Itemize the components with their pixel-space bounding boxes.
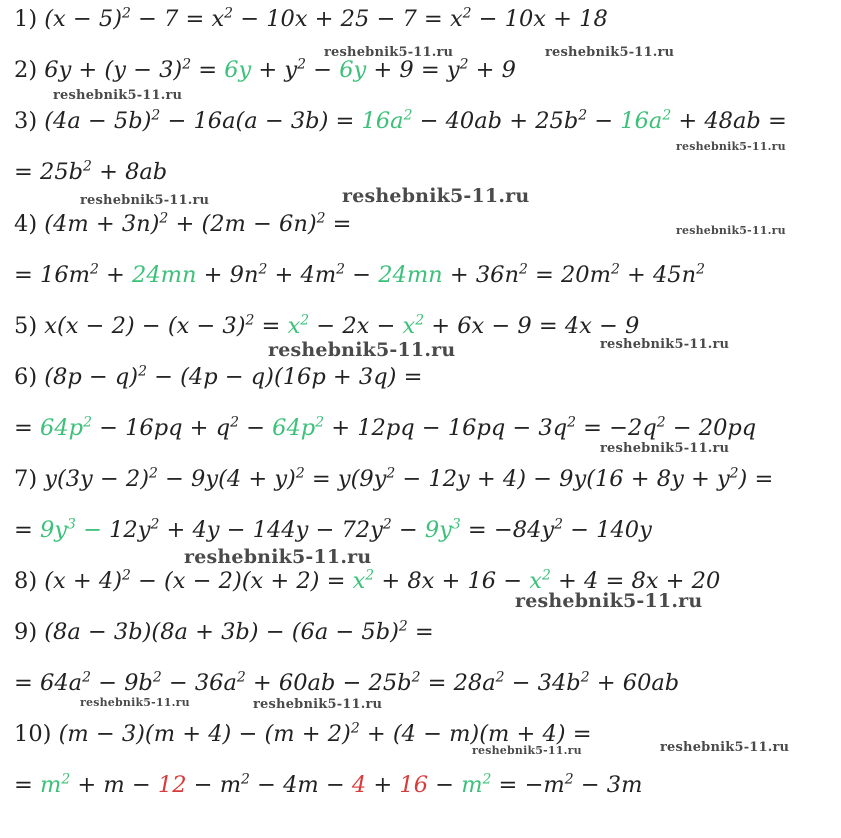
exponent: 2 <box>554 516 563 533</box>
math-segment: − 40ab + 25b <box>412 108 579 134</box>
equation-line-16 <box>14 770 642 800</box>
math-segment: 16a <box>620 108 663 134</box>
math-segment: − 12y + 4) − 9y(16 + 8y + y <box>395 466 730 492</box>
problem-number: 10) <box>14 721 59 747</box>
exponent: 2 <box>121 5 131 22</box>
watermark-text: reshebnik5-11.ru <box>660 740 790 755</box>
equation-line-11 <box>14 515 652 545</box>
math-segment: y(3y − 2) <box>44 466 150 492</box>
math-segment: + 4m <box>267 262 337 288</box>
math-segment: + <box>98 262 133 288</box>
math-segment: 24mn <box>378 262 443 288</box>
equation-line-8 <box>14 362 422 392</box>
math-segment: 64p <box>40 415 84 441</box>
math-segment: = <box>14 415 41 441</box>
problem-number: 5) <box>14 313 45 339</box>
exponent: 2 <box>696 261 705 278</box>
math-segment: = <box>191 57 225 83</box>
exponent: 2 <box>138 363 147 380</box>
exponent: 2 <box>415 312 425 329</box>
math-segment: + 8ab <box>91 159 168 185</box>
math-segment: + 9 = y <box>366 57 460 83</box>
exponent: 2 <box>297 56 307 73</box>
exponent: 2 <box>365 567 375 584</box>
exponent: 2 <box>518 261 528 278</box>
equation-line-13 <box>14 617 434 647</box>
math-segment: = 28a <box>420 670 496 696</box>
math-segment: − (x − 2)(x + 2) = <box>130 568 353 594</box>
math-segment: = 16m <box>14 262 90 288</box>
exponent: 2 <box>656 414 666 431</box>
math-segment: = 20m <box>527 262 611 288</box>
problem-number: 1) <box>14 6 45 32</box>
exponent: 2 <box>411 669 421 686</box>
problem-number: 6) <box>14 364 45 390</box>
math-segment: − (4p − q)(16p + 3q) = <box>146 364 423 390</box>
exponent: 2 <box>729 465 739 482</box>
math-segment: = <box>14 772 41 798</box>
math-segment: x <box>402 313 416 339</box>
equation-line-14 <box>14 668 679 698</box>
math-segment: − 34b <box>504 670 581 696</box>
math-segment: = −84y <box>460 517 555 543</box>
watermark-text: reshebnik5-11.ru <box>53 88 183 103</box>
watermark-text: reshebnik5-11.ru <box>324 45 454 60</box>
exponent: 2 <box>121 567 131 584</box>
math-segment: 12 <box>157 772 187 798</box>
math-segment: 16a <box>361 108 404 134</box>
watermark-text: reshebnik5-11.ru <box>600 337 730 352</box>
problem-number: 8) <box>14 568 45 594</box>
watermark-text: reshebnik5-11.ru <box>184 546 372 568</box>
math-segment: − 9b <box>90 670 153 696</box>
exponent: 2 <box>462 5 472 22</box>
exponent: 2 <box>89 261 99 278</box>
exponent: 2 <box>567 414 576 431</box>
math-segment: = <box>407 619 434 645</box>
math-segment: 4 <box>351 772 367 798</box>
math-segment: − <box>428 772 462 798</box>
math-segment: − <box>238 415 273 441</box>
math-segment: 6y + (y − 3) <box>44 57 183 83</box>
math-segment: 6y <box>224 57 252 83</box>
exponent: 2 <box>382 516 392 533</box>
exponent: 3 <box>451 516 461 533</box>
math-segment: − 10x + 18 <box>471 6 608 32</box>
exponent: 2 <box>403 107 413 124</box>
math-segment: (8a − 3b)(8a + 3b) − (6a − 5b) <box>44 619 399 645</box>
math-segment: − <box>75 517 102 543</box>
math-segment: − 10x + 25 − 7 = x <box>233 6 463 32</box>
watermark-text: reshebnik5-11.ru <box>268 339 456 361</box>
math-segment: 24mn <box>132 262 197 288</box>
math-segment: + 48ab = <box>671 108 787 134</box>
exponent: 3 <box>67 516 76 533</box>
math-segment: = <box>325 211 352 237</box>
watermark-text: reshebnik5-11.ru <box>253 697 383 712</box>
math-segment: (4m + 3n) <box>44 211 160 237</box>
watermark-text: reshebnik5-11.ru <box>676 140 786 153</box>
math-segment: + 36n <box>442 262 519 288</box>
math-segment: (m − 3)(m + 4) − (m + 2) <box>58 721 351 747</box>
equation-line-3 <box>14 106 787 136</box>
equation-line-4 <box>14 157 167 187</box>
math-segment: − 16a(a − 3b) = <box>160 108 362 134</box>
math-segment: = 64a <box>14 670 83 696</box>
math-segment: 16 <box>399 772 429 798</box>
exponent: 2 <box>610 261 620 278</box>
exponent: 2 <box>149 465 158 482</box>
exponent: 2 <box>151 107 161 124</box>
math-segment: = <box>14 517 41 543</box>
equation-line-9 <box>14 413 756 443</box>
problem-number: 4) <box>14 211 45 237</box>
math-segment: x <box>529 568 542 594</box>
exponent: 2 <box>541 567 551 584</box>
exponent: 2 <box>152 669 162 686</box>
math-segment: + <box>366 772 400 798</box>
watermark-text: reshebnik5-11.ru <box>472 744 582 757</box>
math-segment: − 16pq + q <box>91 415 231 441</box>
exponent: 2 <box>236 669 246 686</box>
watermark-text: reshebnik5-11.ru <box>342 185 530 207</box>
exponent: 2 <box>315 414 325 431</box>
exponent: 2 <box>300 312 310 329</box>
math-segment: = 25b <box>14 159 84 185</box>
exponent: 2 <box>495 669 505 686</box>
math-segment: + 12pq − 16pq − 3q <box>324 415 568 441</box>
watermark-text: reshebnik5-11.ru <box>545 45 675 60</box>
math-segment: = y(9y <box>304 466 387 492</box>
math-segment: m <box>40 772 62 798</box>
math-segment: − 4m − <box>249 772 352 798</box>
math-segment: x <box>287 313 301 339</box>
math-segment: x <box>352 568 366 594</box>
equation-line-1 <box>14 4 608 34</box>
math-segment: = −m <box>491 772 565 798</box>
exponent: 2 <box>398 618 408 635</box>
exponent: 2 <box>662 107 672 124</box>
equation-line-5 <box>14 209 352 239</box>
math-segment: + 6x − 9 = 4x − 9 <box>424 313 640 339</box>
math-segment: + (4 − m)(m + 4) = <box>359 721 592 747</box>
math-segment: + 4 = 8x + 20 <box>550 568 721 594</box>
math-segment: + 45n <box>619 262 697 288</box>
math-segment: 64p <box>272 415 316 441</box>
watermark-text: reshebnik5-11.ru <box>600 441 730 456</box>
watermark-text: reshebnik5-11.ru <box>80 696 190 709</box>
math-segment: − 140y <box>563 517 652 543</box>
problem-number: 9) <box>14 619 45 645</box>
math-segment: ) = <box>738 466 774 492</box>
math-segment: − m <box>186 772 242 798</box>
equation-line-7 <box>14 311 639 341</box>
math-segment: + m − <box>70 772 158 798</box>
math-segment: − 3m <box>573 772 643 798</box>
math-segment: = <box>254 313 288 339</box>
exponent: 2 <box>336 261 346 278</box>
exponent: 2 <box>564 771 574 788</box>
exponent: 2 <box>83 158 92 175</box>
exponent: 2 <box>295 465 305 482</box>
math-segment: 9y <box>424 517 452 543</box>
math-segment: − <box>306 57 340 83</box>
math-segment: (x − 5) <box>44 6 122 32</box>
exponent: 2 <box>580 669 590 686</box>
math-segment: + 9 <box>468 57 516 83</box>
math-segment: 12y <box>101 517 151 543</box>
math-segment: + y <box>251 57 298 83</box>
math-segment: (x + 4) <box>44 568 122 594</box>
exponent: 2 <box>230 414 239 431</box>
math-segment: + 60ab <box>589 670 680 696</box>
exponent: 2 <box>159 210 169 227</box>
exponent: 2 <box>150 516 160 533</box>
math-segment: (8p − q) <box>44 364 139 390</box>
math-segment: + (2m − 6n) <box>168 211 317 237</box>
math-segment: x(x − 2) − (x − 3) <box>44 313 246 339</box>
exponent: 2 <box>258 261 268 278</box>
exponent: 2 <box>316 210 326 227</box>
exponent: 2 <box>459 56 469 73</box>
math-segment: 6y <box>339 57 367 83</box>
equation-line-6 <box>14 260 705 290</box>
watermark-text: reshebnik5-11.ru <box>676 224 786 237</box>
exponent: 2 <box>241 771 250 788</box>
problem-number: 2) <box>14 57 45 83</box>
watermark-text: reshebnik5-11.ru <box>515 590 703 612</box>
math-segment: + 9n <box>196 262 259 288</box>
exponent: 2 <box>224 5 234 22</box>
exponent: 2 <box>350 720 360 737</box>
math-segment: = −2q <box>576 415 657 441</box>
exponent: 2 <box>61 771 71 788</box>
math-segment: − <box>391 517 425 543</box>
equation-line-10 <box>14 464 773 494</box>
exponent: 2 <box>245 312 255 329</box>
math-segment: − 9y(4 + y) <box>157 466 296 492</box>
exponent: 2 <box>386 465 396 482</box>
exponent: 2 <box>578 107 588 124</box>
math-segment: − 7 = x <box>130 6 225 32</box>
problem-number: 7) <box>14 466 45 492</box>
math-segment: − 20pq <box>665 415 757 441</box>
exponent: 2 <box>83 414 92 431</box>
math-segment: (4a − 5b) <box>44 108 152 134</box>
math-segment: + 4y − 144y − 72y <box>159 517 383 543</box>
problem-number: 3) <box>14 108 45 134</box>
math-segment: − <box>587 108 621 134</box>
math-segment: − <box>345 262 379 288</box>
exponent: 2 <box>482 771 492 788</box>
exponent: 2 <box>182 56 192 73</box>
math-segment: − 36a <box>161 670 237 696</box>
watermark-text: reshebnik5-11.ru <box>80 193 210 208</box>
math-segment: 9y <box>40 517 68 543</box>
math-segment: − 2x − <box>309 313 403 339</box>
exponent: 2 <box>82 669 91 686</box>
math-segment: + 60ab − 25b <box>245 670 412 696</box>
math-segment: + 8x + 16 − <box>374 568 530 594</box>
math-segment: m <box>461 772 483 798</box>
